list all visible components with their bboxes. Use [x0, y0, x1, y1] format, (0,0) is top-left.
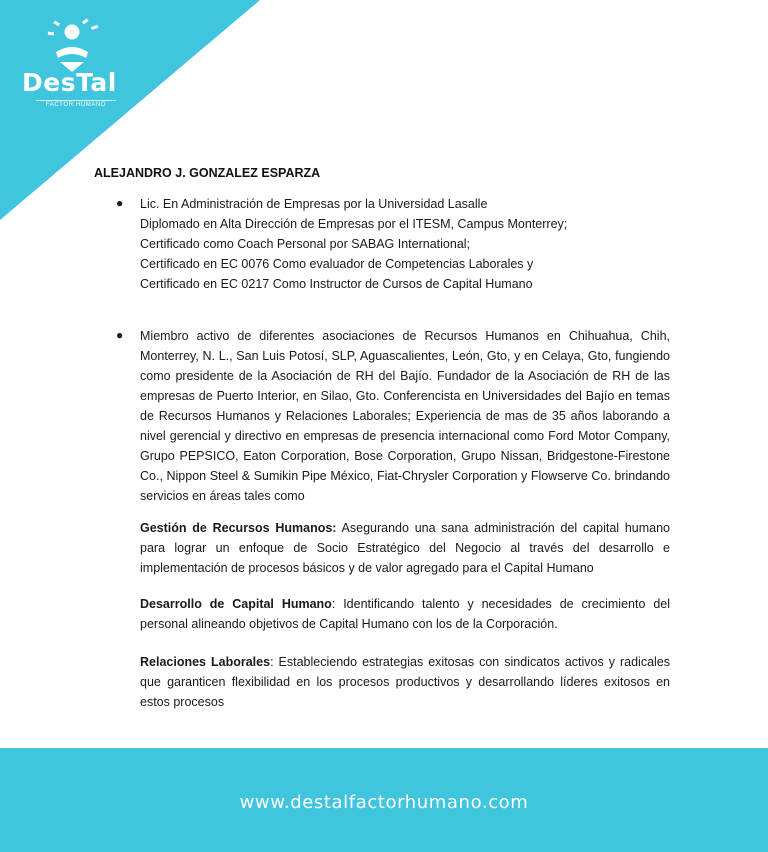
credential-line: Certificado en EC 0217 Como Instructor de Cursos de Capital Humano [140, 277, 533, 291]
credentials-list [140, 194, 670, 294]
person-with-rays-icon [18, 12, 128, 112]
section-text: : Estableciendo estrategias exitosas con sindicatos activos y radicales que garanticen flexibilidad en los procesos productivos y desarrollando líderes exitosos en estos procesos [140, 655, 671, 709]
section-text: Asegurando una sana administración del capital humano para lograr un enfoque de Socio Estratégico del Negocio al través del desarrollo e implementación de procesos básicos y de valor agregado para el Capital Humano [140, 521, 670, 575]
section-labor-relations [140, 652, 670, 712]
bullet-icon: ● [116, 196, 124, 210]
logo-wordmark: DesTal [22, 68, 117, 97]
section-hr-management [140, 518, 670, 578]
section-text: : Identificando talento y necesidades de crecimiento del personal alineando objetivos de Capital Humano con los de la Corporación. [140, 597, 671, 631]
credential-line: Diplomado en Alta Dirección de Empresas por el ITESM, Campus Monterrey; [140, 217, 568, 231]
bullet-icon: ● [116, 328, 124, 342]
footer-bar [0, 748, 768, 852]
section-human-capital [140, 594, 670, 634]
section-title: Gestión de Recursos Humanos: [140, 521, 337, 535]
credential-line: Certificado como Coach Personal por SABAG International; [140, 237, 471, 251]
logo-subtitle: FACTOR HUMANO [36, 100, 116, 108]
experience-paragraph: Miembro activo de diferentes asociaciones de Recursos Humanos en Chihuahua, Chih, Monterrey, N. L., San Luis Potosí, SLP, Aguascalientes, León, Gto, y en Celaya, Gto, fungiendo como presidente de la Asociación de RH del Bajío. Fundador de la Asociación de RH de las empresas de Puerto Interior, en Silao, Gto. Conferencista en Universidades del Bajío en temas de Recursos Humanos y Relaciones Laborales; Experiencia de mas de 35 años laborando a nivel gerencial y directivo en empresas de presencia internacional como Ford Motor Company, Grupo PEPSICO, Eaton Corporation, Bose Corporation, Grupo Nissan, Bridgestone-Firestone Co., Nippon Steel & Sumikin Pipe México, Fiat-Chrysler Corporation y Flowserve Co. brindando servicios en áreas tales como [140, 329, 670, 503]
website-link[interactable]: www.destalfactorhumano.com [239, 792, 529, 813]
person-name: ALEJANDRO J. GONZALEZ ESPARZA [94, 166, 321, 180]
section-title: Relaciones Laborales [140, 655, 271, 669]
credential-line: Lic. En Administración de Empresas por la Universidad Lasalle [140, 197, 488, 211]
credential-line: Certificado en EC 0076 Como evaluador de Competencias Laborales y [140, 257, 534, 271]
section-title: Desarrollo de Capital Humano [140, 597, 332, 611]
